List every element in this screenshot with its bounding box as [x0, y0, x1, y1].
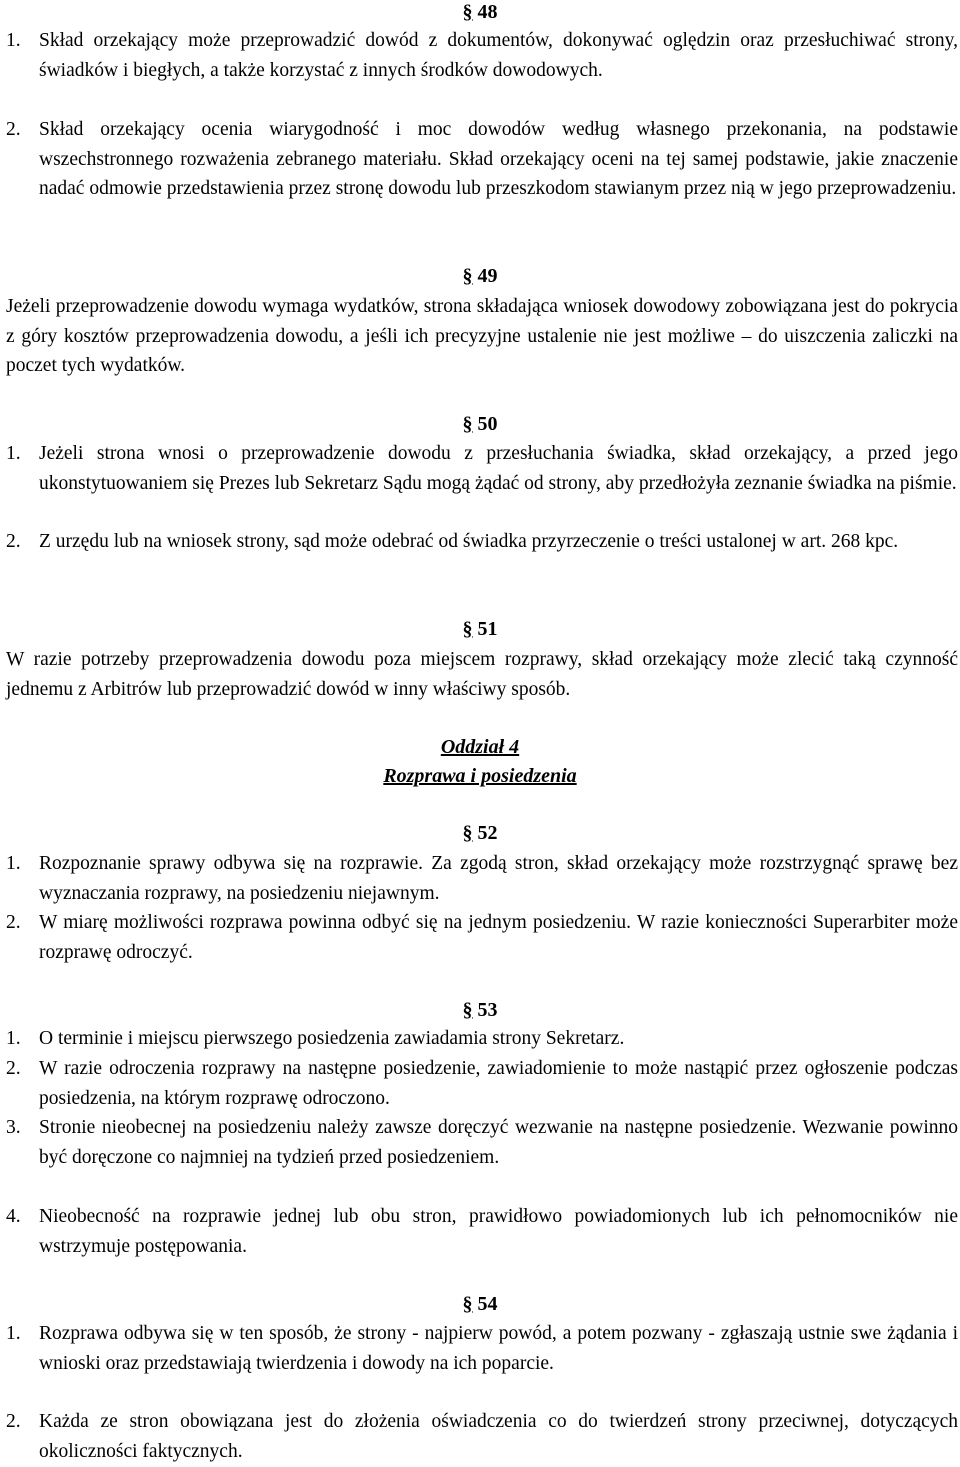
item-number: 2.: [6, 531, 21, 552]
list-item: [6, 849, 958, 908]
list-item: [6, 1024, 958, 1054]
division-title: Oddział 4: [440, 736, 520, 758]
section-heading-49: [0, 262, 960, 290]
item-text: Rozprawa odbywa się w ten sposób, że strony - najpierw powód, a potem pozwany - zgłaszają ustnie swe żądania i wnioski oraz przedstawiają twierdzenia i dowody na ich poparcie.: [39, 1323, 958, 1374]
paragraph: W razie potrzeby przeprowadzenia dowodu poza miejscem rozprawy, skład orzekający może zlecić taką czynność jednemu z Arbitrów lub przeprowadzić dowód w inny właściwy sposób.: [6, 649, 958, 700]
list-item: [6, 908, 958, 967]
list-item: [6, 26, 958, 85]
section-heading-52: [0, 819, 960, 847]
list-item: [6, 1054, 958, 1113]
item-number: 1.: [6, 30, 21, 51]
list-item: [6, 1202, 958, 1261]
section-number: 50: [477, 413, 498, 435]
list-item: [6, 1407, 958, 1466]
item-text: Każda ze stron obowiązana jest do złożenia oświadczenia co do twierdzeń strony przeciwnej, dotyczących okoliczności faktycznych.: [39, 1411, 958, 1462]
section-symbol: §: [462, 822, 473, 844]
item-number: 2.: [6, 1058, 21, 1079]
item-text: O terminie i miejscu pierwszego posiedzenia zawiadamia strony Sekretarz.: [39, 1028, 625, 1049]
section-symbol: §: [462, 265, 473, 287]
item-number: 2.: [6, 119, 21, 140]
section-number: 51: [477, 618, 498, 640]
list-item: [6, 115, 958, 204]
item-text: Nieobecność na rozprawie jednej lub obu stron, prawidłowo powiadomionych lub ich pełnomocników nie wstrzymuje postępowania.: [39, 1206, 958, 1257]
section-number: 49: [477, 265, 498, 287]
paragraph: Jeżeli przeprowadzenie dowodu wymaga wydatków, strona składająca wniosek dowodowy zobowiązana jest do pokrycia z góry kosztów przeprowadzenia dowodu, a jeśli ich precyzyjne ustalenie nie jest możliwe – do uiszczenia zaliczki na poczet tych wydatków.: [6, 296, 958, 376]
item-text: W razie odroczenia rozprawy na następne posiedzenie, zawiadomienie to może nastąpić przez ogłoszenie podczas posiedzenia, na którym rozprawę odroczono.: [39, 1058, 958, 1109]
list-item: [6, 439, 958, 498]
item-text: Skład orzekający może przeprowadzić dowód z dokumentów, dokonywać oględzin oraz przesłuchiwać strony, świadków i biegłych, a także korzystać z innych środków dowodowych.: [39, 30, 958, 81]
list-item: [6, 1319, 958, 1378]
item-number: 2.: [6, 1411, 21, 1432]
section-number: 52: [477, 822, 498, 844]
section-symbol: §: [462, 413, 473, 435]
item-number: 3.: [6, 1117, 21, 1138]
section-number: 54: [477, 1293, 498, 1315]
item-text: Skład orzekający ocenia wiarygodność i moc dowodów według własnego przekonania, na podstawie wszechstronnego rozważenia zebranego materiału. Skład orzekający oceni na tej samej podstawie, jakie znaczenie nadać odmowie przedstawienia przez stronę dowodu lub przeszkodom stawianym przez nią w jego przeprowadzeniu.: [39, 119, 958, 199]
item-text: W miarę możliwości rozprawa powinna odbyć się na jednym posiedzeniu. W razie konieczności Superarbiter może rozprawę odroczyć.: [39, 912, 958, 963]
section-heading-54: [0, 1290, 960, 1318]
item-text: Z urzędu lub na wniosek strony, sąd może odebrać od świadka przyrzeczenie o treści ustalonej w art. 268 kpc.: [39, 531, 899, 552]
item-number: 1.: [6, 443, 21, 464]
section-number: 48: [477, 1, 498, 23]
list-item: [6, 1113, 958, 1172]
item-text: Stronie nieobecnej na posiedzeniu należy zawsze doręczyć wezwanie na następne posiedzenie. Wezwanie powinno być doręczone co najmniej na tydzień przed posiedzeniem.: [39, 1117, 958, 1168]
item-number: 1.: [6, 1323, 21, 1344]
section-number: 53: [477, 999, 498, 1021]
item-text: Rozpoznanie sprawy odbywa się na rozprawie. Za zgodą stron, skład orzekający może rozstrzygnąć sprawę bez wyznaczania rozprawy, na posiedzeniu niejawnym.: [39, 853, 958, 904]
section-symbol: §: [462, 1293, 473, 1315]
item-text: Jeżeli strona wnosi o przeprowadzenie dowodu z przesłuchania świadka, skład orzekający, a przed jego ukonstytuowaniem się Prezes lub Sekretarz Sądu mogą żądać od strony, aby przedłożyła zeznanie świadka na piśmie.: [39, 443, 958, 494]
item-number: 2.: [6, 912, 21, 933]
section-symbol: §: [462, 618, 473, 640]
division-subtitle: Rozprawa i posiedzenia: [383, 765, 577, 787]
section-heading-53: [0, 996, 960, 1024]
section-heading-51: [0, 615, 960, 643]
list-item: [6, 527, 958, 557]
section-heading-48: [0, 0, 960, 26]
item-number: 1.: [6, 853, 21, 874]
section-symbol: §: [462, 999, 473, 1021]
section-heading-50: [0, 410, 960, 438]
section-symbol: §: [462, 1, 473, 23]
item-number: 1.: [6, 1028, 21, 1049]
item-number: 4.: [6, 1206, 21, 1227]
